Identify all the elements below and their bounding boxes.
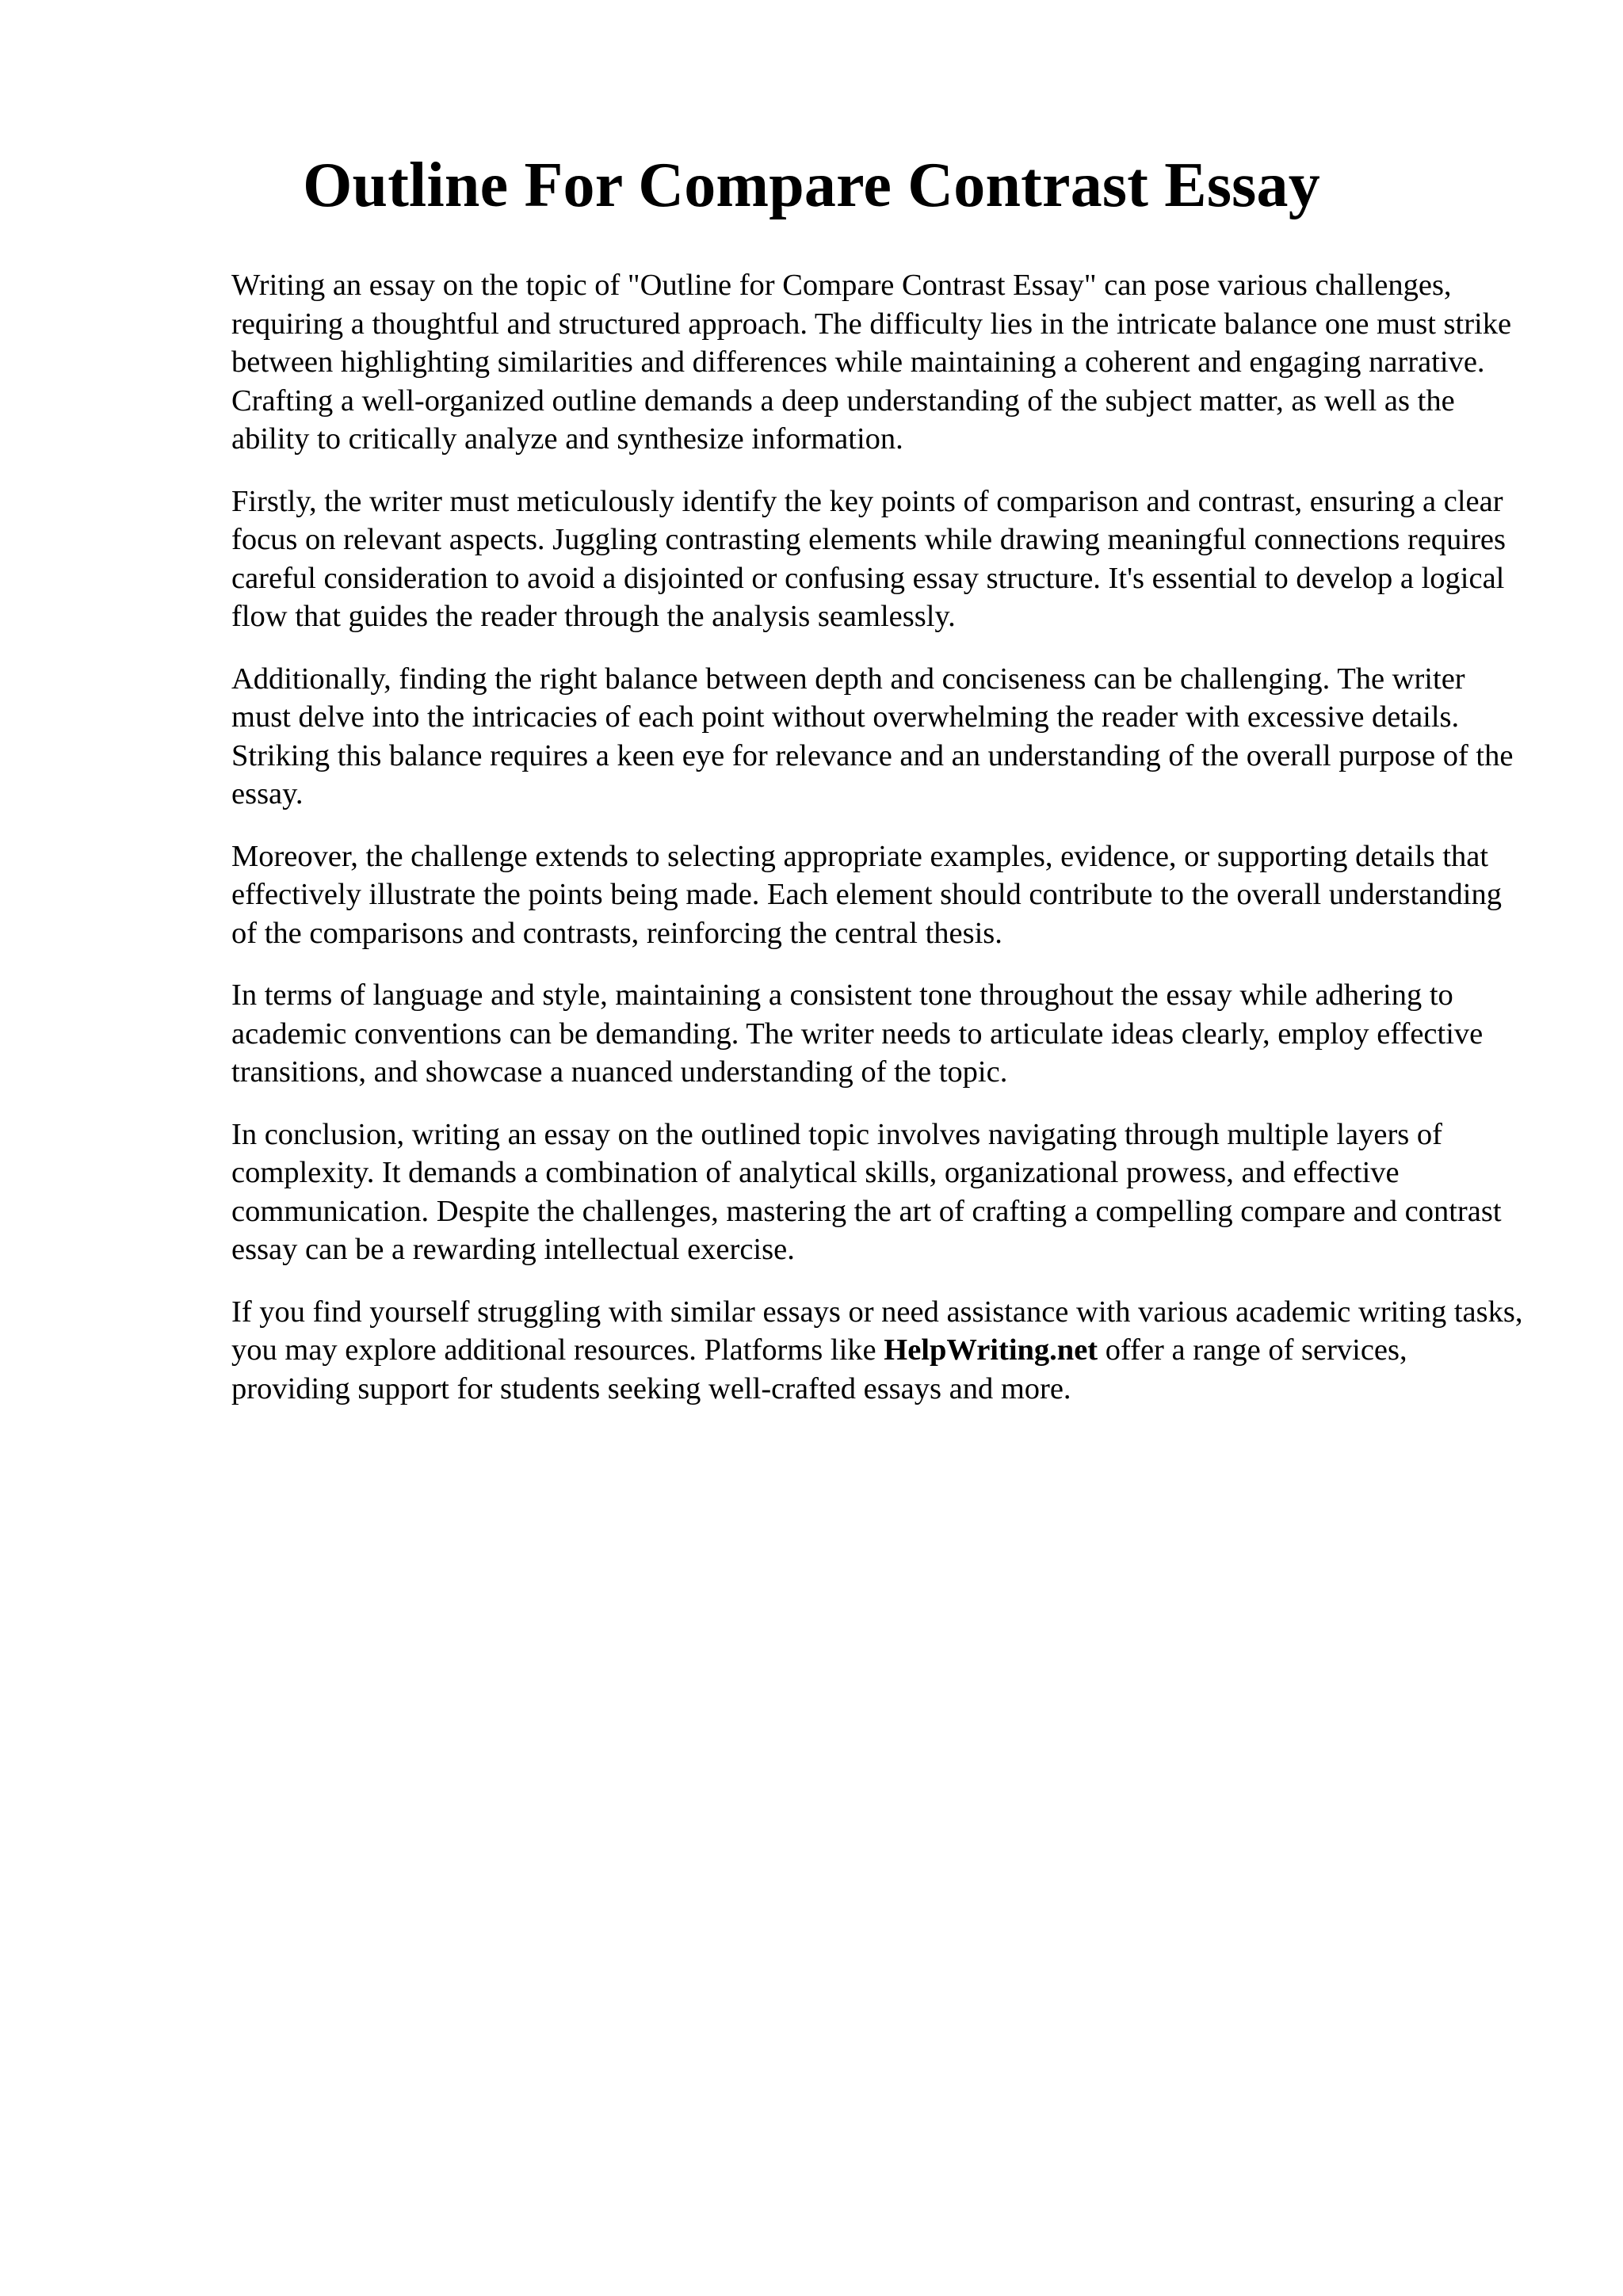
resources-text-before: If you find yourself struggling with similar essays or need assistance with various academic writing tasks, you may explore additional resources. Platforms like — [231, 1295, 1523, 1367]
paragraph-examples: Moreover, the challenge extends to selecting appropriate examples, evidence, or supporting details that effectively illustrate the points being made. Each element should contribute to the overall understanding of the comparisons and contrasts, reinforcing the central thesis. — [231, 839, 1502, 950]
paragraph-conclusion: In conclusion, writing an essay on the outlined topic involves navigating through multiple layers of complexity. It demands a combination of analytical skills, organizational prowess, and effective communication. Despite the challenges, mastering the art of crafting a compelling compare and contrast essay can be a rewarding intellectual exercise. — [231, 1117, 1502, 1266]
paragraph-intro: Writing an essay on the topic of "Outline for Compare Contrast Essay" can pose various challenges, requiring a thoughtful and structured approach. The difficulty lies in the intricate balance one must strike between highlighting similarities and differences while maintaining a coherent and engaging narrative. Crafting a well-organized outline demands a deep understanding of the subject matter, as well as the ability to critically analyze and synthesize information. — [231, 269, 1512, 456]
document-body — [231, 266, 1531, 1432]
helpwriting-link[interactable]: HelpWriting.net — [884, 1333, 1098, 1367]
paragraph-language-style: In terms of language and style, maintaining a consistent tone throughout the essay while adhering to academic conventions can be demanding. The writer needs to articulate ideas clearly, employ effective transitions, and showcase a nuanced understanding of the topic. — [231, 978, 1484, 1089]
paragraph-balance: Additionally, finding the right balance between depth and conciseness can be challenging. The writer must delve into the intricacies of each point without overwhelming the reader with excessive details. Striking this balance requires a keen eye for relevance and an understanding of the overall purpose of the essay. — [231, 662, 1514, 810]
page-title: Outline For Compare Contrast Essay — [303, 151, 1320, 220]
paragraph-key-points: Firstly, the writer must meticulously identify the key points of comparison and contrast, ensuring a clear focus on relevant aspects. Juggling contrasting elements while drawing meaningful connections requires careful consideration to avoid a disjointed or confusing essay structure. It's essential to develop a logical flow that guides the reader through the analysis seamlessly. — [231, 484, 1506, 633]
paragraph-resources — [231, 1293, 1531, 1409]
resources-text-after: offer a range of services, providing support for students seeking well-crafted essays and more. — [231, 1333, 1407, 1405]
